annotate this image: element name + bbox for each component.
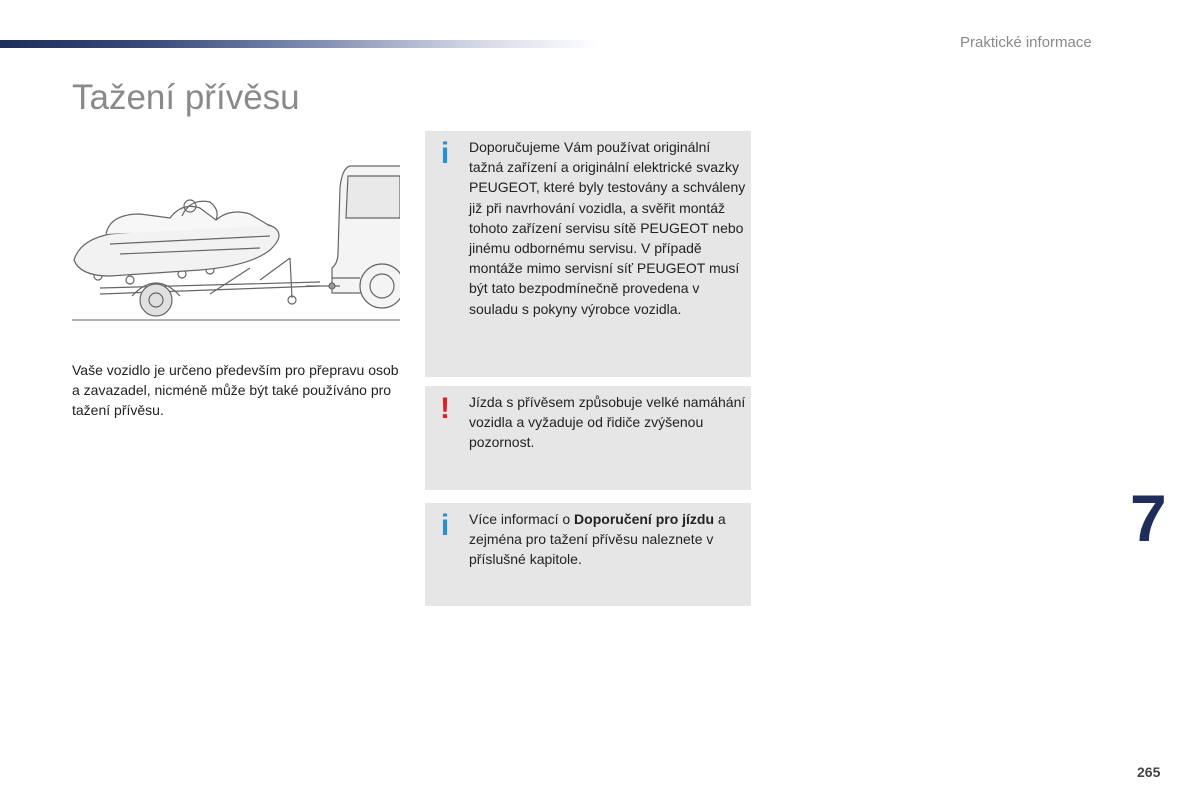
note-text: Doporučujeme Vám používat originální tažná zařízení a originální elektrické svazky PEUGEOT, které byly testovány a schváleny již při navrhování vozidla, a svěřit montáž tohoto zařízení servisu sítě PEUGEOT nebo jinému odbornému servisu. V případě montáže mimo servisní síť PEUGEOT musí být tato bezpodmínečně provedena v souladu s pokyny výrobce vozidla.: [469, 139, 746, 317]
header-gradient-bar: [0, 40, 600, 48]
info-note-recommendation: [425, 131, 751, 377]
info-note-reference: [425, 503, 751, 606]
note-text-after: a zejména pro tažení přívěsu naleznete v příslušné kapitole.: [469, 511, 726, 568]
trailer-illustration: [70, 158, 400, 324]
chapter-reference: Doporučení pro jízdu: [574, 511, 715, 527]
warning-icon: !: [440, 392, 450, 425]
note-text: Jízda s přívěsem způsobuje velké namáhání vozidla a vyžaduje od řidiče zvýšenou pozornost.: [469, 394, 746, 451]
warning-note-attention: [425, 386, 751, 490]
note-text: [469, 509, 747, 570]
page-title: Tažení přívěsu: [72, 78, 300, 117]
section-name: Praktické informace: [960, 34, 1092, 51]
intro-paragraph: Vaše vozidlo je určeno především pro přepravu osob a zavazadel, nicméně může být také používáno pro tažení přívěsu.: [72, 362, 399, 418]
note-text-before: Více informací o: [469, 511, 575, 527]
info-icon: i: [440, 137, 450, 170]
info-icon: i: [440, 509, 450, 542]
chapter-number: 7: [1130, 481, 1167, 555]
page-number: 265: [1137, 764, 1161, 780]
